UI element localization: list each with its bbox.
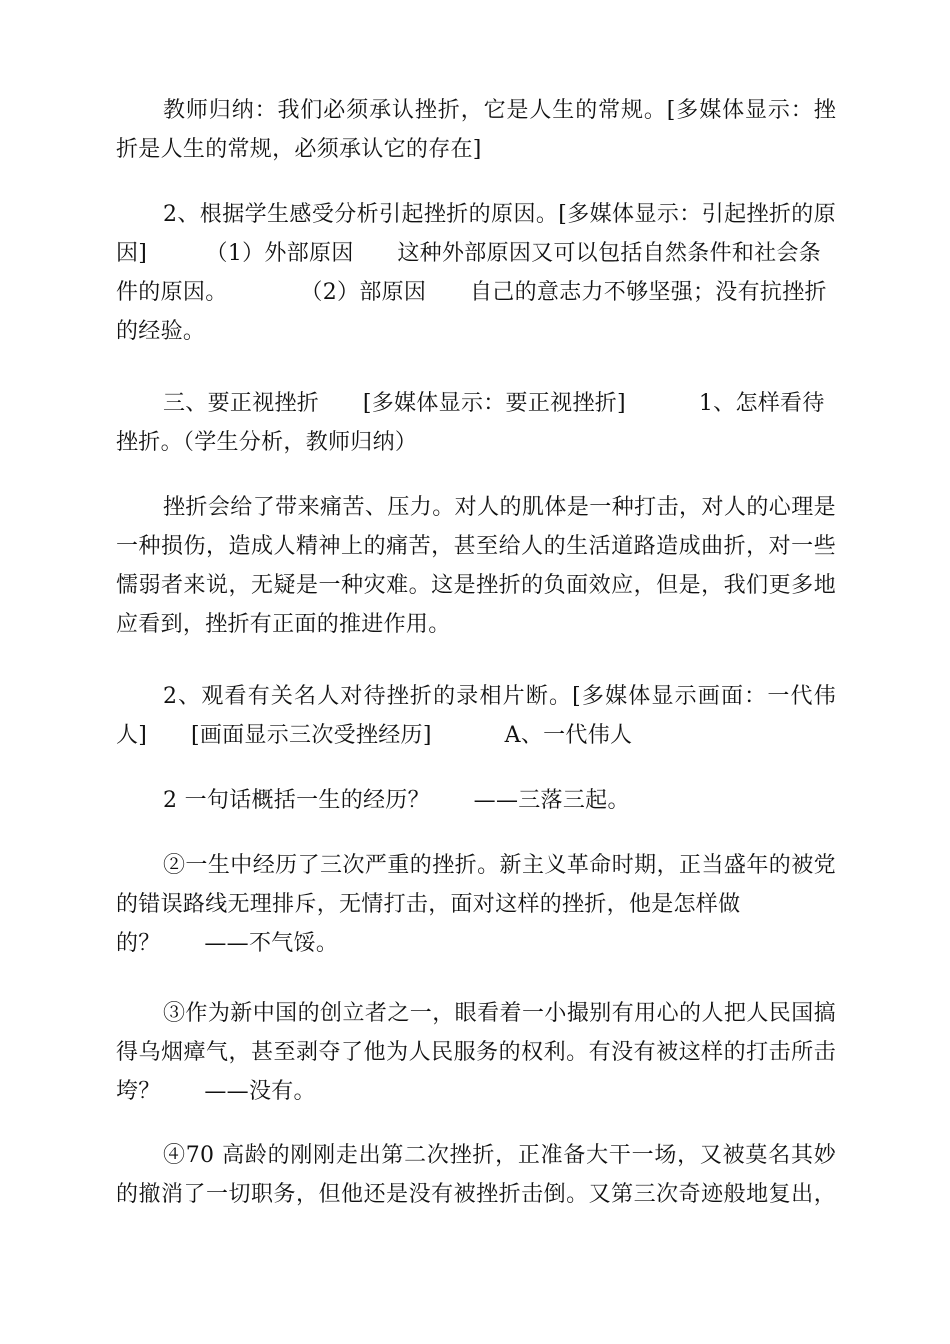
text-line: 件的原因。 （2）部原因 自己的意志力不够坚强；没有抗挫折 (116, 280, 827, 305)
paragraph-causes-of-setback (116, 195, 836, 351)
text-line: ②一生中经历了三次严重的挫折。新主义革命时期，正当盛年的被党 (163, 853, 836, 878)
paragraph-teacher-summary (116, 91, 836, 169)
text-line: ④70 高龄的刚刚走出第二次挫折，正准备大干一场，又被莫名其妙 (163, 1143, 836, 1168)
text-line: 因] （1）外部原因 这种外部原因又可以包括自然条件和社会条 (116, 241, 822, 266)
text-line: 2 一句话概括一生的经历？ ——三落三起。 (163, 788, 630, 813)
text-line: 垮？ ——没有。 (116, 1079, 316, 1104)
text-line: 挫折会给了带来痛苦、压力。对人的肌体是一种打击，对人的心理是 (163, 495, 836, 520)
text-line: 应看到，挫折有正面的推进作用。 (116, 612, 451, 637)
text-line: 2、观看有关名人对待挫折的录相片断。[多媒体显示画面：一代伟 (163, 684, 836, 709)
text-line: 的？ ——不气馁。 (116, 931, 339, 956)
paragraph-one-sentence-summary (116, 781, 836, 820)
text-line: 的错误路线无理排斥，无情打击，面对这样的挫折，他是怎样做 (116, 892, 741, 917)
paragraph-face-setbacks-heading (116, 384, 836, 462)
text-line: 挫折。（学生分析，教师归纳） (116, 430, 418, 455)
text-line: 一种损伤，造成人精神上的痛苦，甚至给人的生活道路造成曲折，对一些 (116, 534, 836, 559)
text-line: 折是人生的常规，必须承认它的存在] (116, 137, 482, 162)
text-line: 2、根据学生感受分析引起挫折的原因。[多媒体显示：引起挫折的原 (163, 202, 836, 227)
text-line: 三、要正视挫折 [多媒体显示：要正视挫折] 1、怎样看待 (163, 391, 825, 416)
paragraph-second-setback (116, 994, 836, 1111)
text-line: 人] [画面显示三次受挫经历] A、一代伟人 (116, 723, 633, 748)
text-line: ③作为新中国的创立者之一，眼看着一小撮别有用心的人把人民国搞 (163, 1001, 836, 1026)
text-line: 的经验。 (116, 319, 206, 344)
text-line: 的撤消了一切职务，但他还是没有被挫折击倒。又第三次奇迹般地复出， (116, 1182, 836, 1207)
text-line: 教师归纳：我们必须承认挫折，它是人生的常规。[多媒体显示：挫 (163, 98, 836, 123)
text-line: 得乌烟瘴气，甚至剥夺了他为人民服务的权利。有没有被这样的打击所击 (116, 1040, 836, 1065)
text-line: 懦弱者来说，无疑是一种灾难。这是挫折的负面效应，但是，我们更多地 (116, 573, 836, 598)
paragraph-third-setback (116, 1136, 836, 1214)
paragraph-setback-effects (116, 488, 836, 644)
paragraph-watch-video (116, 677, 836, 755)
paragraph-first-setback (116, 846, 836, 963)
